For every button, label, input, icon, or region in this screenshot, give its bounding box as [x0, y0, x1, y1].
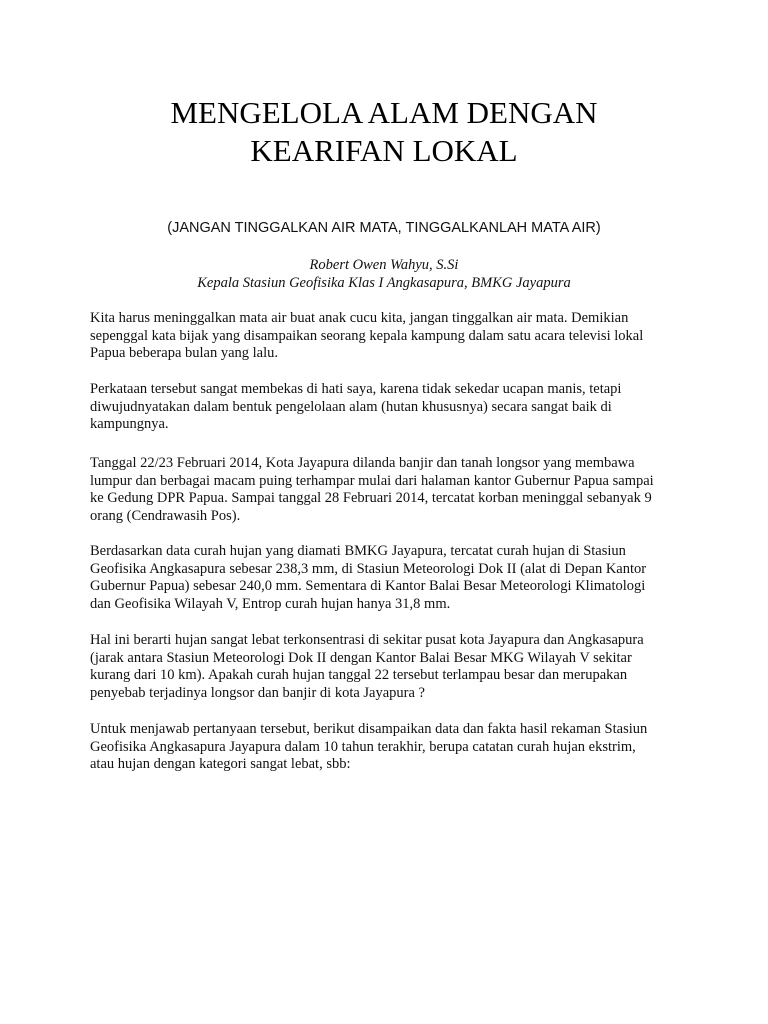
text-line: diwujudnyatakan dalam bentuk pengelolaan alam (hutan khususnya) secara sangat baik di	[90, 398, 612, 415]
title-line: MENGELOLA ALAM DENGAN	[170, 95, 598, 130]
title-line: KEARIFAN LOKAL	[250, 133, 518, 168]
text-line: Hal ini berarti hujan sangat lebat terkonsentrasi di sekitar pusat kota Jayapura dan Angkasapura	[90, 632, 644, 648]
text-line: Untuk menjawab pertanyaan tersebut, berikut disampaikan data dan fakta hasil rekaman Stasiun	[90, 721, 648, 737]
text-line: Berdasarkan data curah hujan yang diamati BMKG Jayapura, tercatat curah hujan di Stasiun	[90, 543, 626, 559]
text-line: lumpur dan berbagai macam puing terhampar mulai dari halaman kantor Gubernur Papua sampai	[90, 472, 654, 489]
text-line: Kita harus meninggalkan mata air buat anak cucu kita, jangan tinggalkan air mata. Demikian	[90, 310, 629, 326]
paragraph-5	[90, 632, 690, 702]
text-line: Geofisika Angkasapura Jayapura dalam 10 tahun terakhir, berupa catatan curah hujan ekstrim,	[90, 738, 636, 755]
text-line: (jarak antara Stasiun Meteorologi Dok II dengan Kantor Balai Besar MKG Wilayah V sekitar	[90, 649, 632, 666]
text-line: kurang dari 10 km). Apakah curah hujan tanggal 22 tersebut terlampau besar dan merupakan	[90, 667, 628, 684]
text-line: ke Gedung DPR Papua. Sampai tanggal 28 Februari 2014, tercatat korban meninggal sebanyak 9	[90, 490, 652, 507]
subtitle: (JANGAN TINGGALKAN AIR MATA, TINGGALKANLAH MATA AIR)	[167, 220, 601, 236]
paragraph-4	[90, 543, 690, 613]
text-line: Tanggal 22/23 Februari 2014, Kota Jayapura dilanda banjir dan tanah longsor yang membawa	[90, 455, 635, 471]
text-line: atau hujan dengan kategori sangat lebat, sbb:	[90, 756, 351, 773]
paragraph-1	[90, 310, 690, 363]
text-line: Geofisika Angkasapura sebesar 238,3 mm, di Stasiun Meteorologi Dok II (alat di Depan Kantor	[90, 560, 647, 577]
author-name: Robert Owen Wahyu, S.Si	[309, 257, 459, 273]
paragraph-6	[90, 721, 690, 774]
text-line: dan Geofisika Wilayah V, Entrop curah hujan hanya 31,8 mm.	[90, 595, 451, 612]
text-line: Gubernur Papua) sebesar 240,0 mm. Sementara di Kantor Balai Besar Meteorologi Klimatologi	[90, 578, 646, 595]
author-block	[0, 256, 768, 292]
page-title	[0, 94, 768, 170]
text-line: Papua beberapa bulan yang lalu.	[90, 345, 279, 362]
author-position: Kepala Stasiun Geofisika Klas I Angkasapura, BMKG Jayapura	[197, 275, 571, 291]
text-line: sepenggal kata bijak yang disampaikan seorang kepala kampung dalam satu acara televisi lokal	[90, 327, 644, 344]
text-line: penyebab terjadinya longsor dan banjir di kota Jayapura ?	[90, 684, 425, 701]
paragraph-3	[90, 455, 690, 525]
paragraph-2	[90, 381, 690, 434]
text-line: kampungnya.	[90, 416, 169, 433]
text-line: Perkataan tersebut sangat membekas di hati saya, karena tidak sekedar ucapan manis, tetapi	[90, 381, 622, 397]
text-line: orang (Cendrawasih Pos).	[90, 507, 241, 524]
